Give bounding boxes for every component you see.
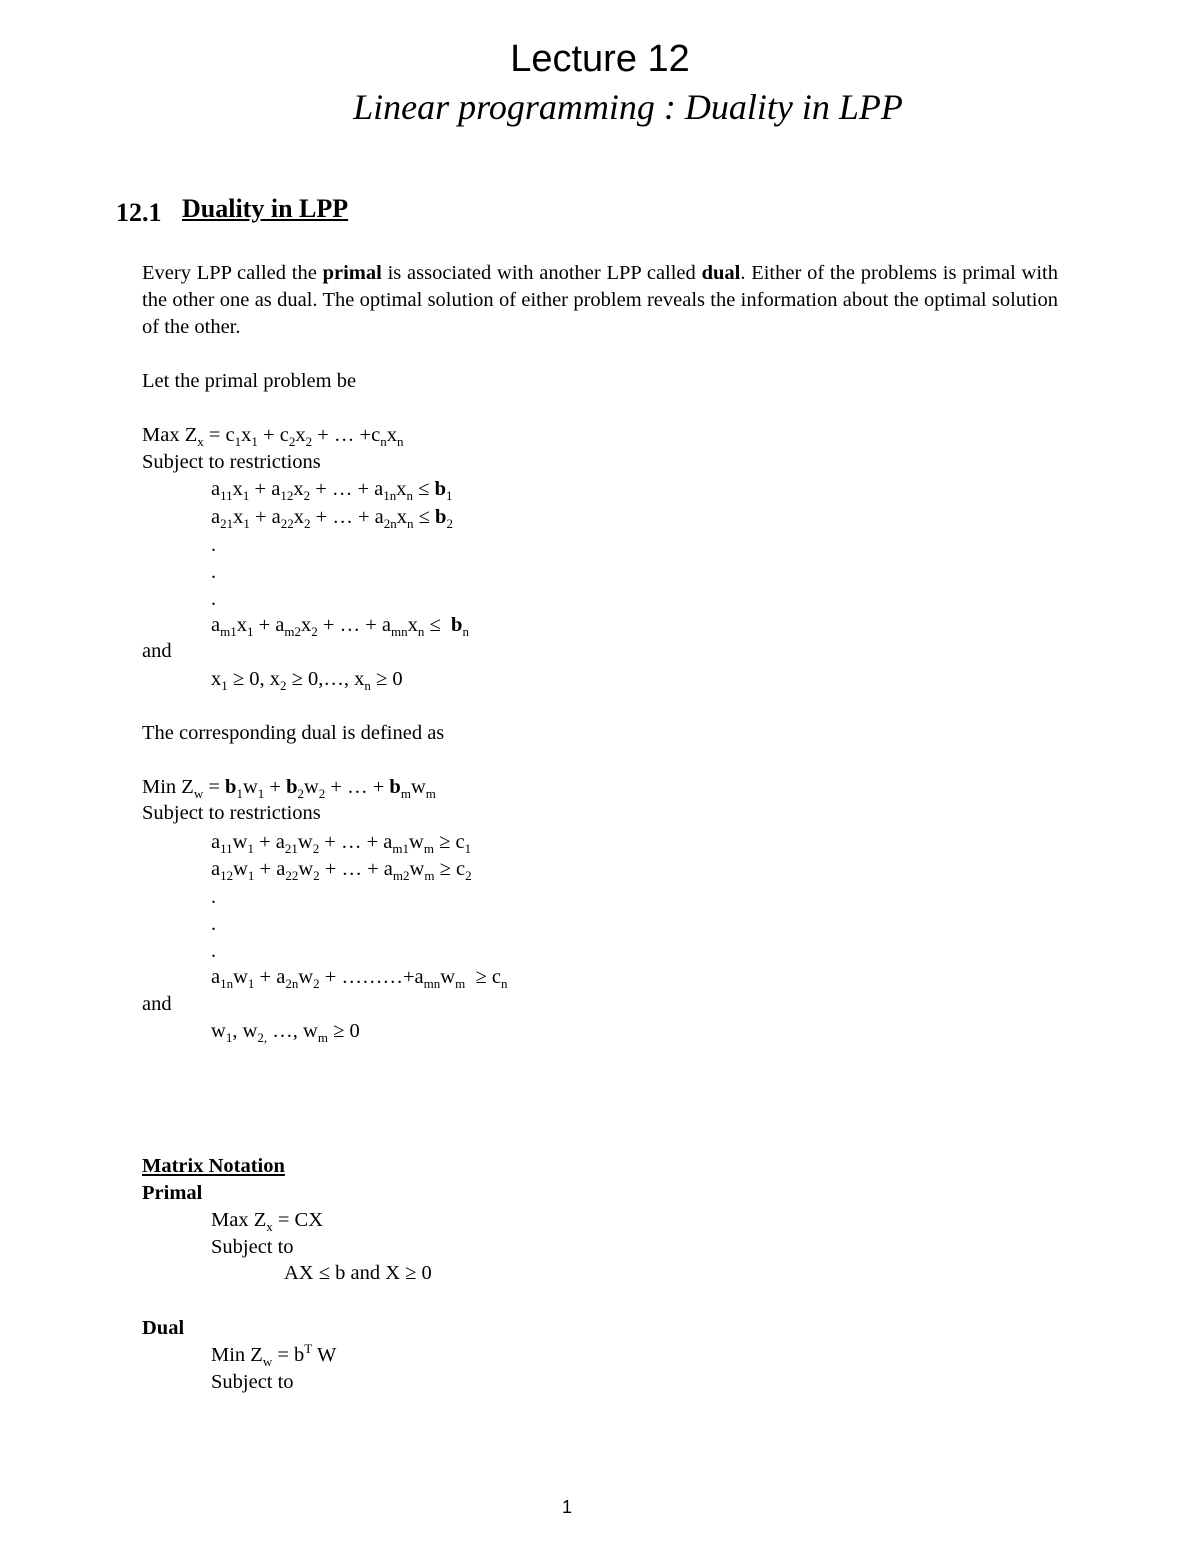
matrix-primal-subject-to: Subject to bbox=[211, 1236, 294, 1258]
ellipsis-dot: . bbox=[211, 588, 216, 610]
matrix-primal-objective: Max $Z_x$ = CX bbox=[211, 1209, 324, 1235]
matrix-dual-subject-to: Subject to bbox=[211, 1371, 294, 1393]
let-primal-text: Let the primal problem be bbox=[142, 370, 357, 392]
primal-constraint-2: $a_{21}x_1 + a_{22}x_2$ + … + $a_{2n}x_n \le b_2$ bbox=[211, 506, 453, 532]
dual-intro-text: The corresponding dual is defined as bbox=[142, 722, 445, 744]
matrix-dual-label: Dual bbox=[142, 1317, 185, 1339]
matrix-notation-heading: Matrix Notation bbox=[142, 1155, 285, 1177]
primal-objective: Max $Z_x = c_1x_1 + c_2x_2$ + … $+c_nx_n$ bbox=[142, 424, 404, 450]
section-number: 12.1 bbox=[116, 198, 162, 227]
primal-constraint-1: $a_{11}x_1 + a_{12}x_2$ + … + $a_{1n}x_n \le b_1$ bbox=[211, 478, 453, 504]
dual-constraint-1: $a_{11}w_1 + a_{21}w_2$ + … + $a_{m1}w_m \ge c_1$ bbox=[211, 831, 472, 857]
dual-constraint-n: $a_{1n}w_1 + a_{2n}w_2$ + $\dots\dots\dots+a_{mn}w_m \ge c_n$ bbox=[211, 966, 508, 992]
page-title: Lecture 12 bbox=[510, 38, 690, 80]
dual-subject-to: Subject to restrictions bbox=[142, 802, 321, 824]
matrix-primal-label: Primal bbox=[142, 1182, 203, 1204]
matrix-primal-constraint: AX ≤ b and X ≥ 0 bbox=[284, 1262, 432, 1284]
dual-objective: Min $Z_w = b_1w_1 + b_2w_2$ + … + $b_mw_m$ bbox=[142, 776, 436, 802]
ellipsis-dot: . bbox=[211, 534, 216, 556]
primal-subject-to: Subject to restrictions bbox=[142, 451, 321, 473]
ellipsis-dot: . bbox=[211, 940, 216, 962]
ellipsis-dot: . bbox=[211, 561, 216, 583]
dual-constraint-2: $a_{12}w_1 + a_{22}w_2$ + … + $a_{m2}w_m \ge c_2$ bbox=[211, 858, 472, 884]
primal-nonnegativity: $x_1 \ge 0$, $x_2$ ≥ 0,…, $x_n \ge 0$ bbox=[211, 668, 403, 694]
page-subtitle: Linear programming : Duality in LPP bbox=[353, 87, 903, 127]
ellipsis-dot: . bbox=[211, 886, 216, 908]
matrix-dual-objective: Min $Z_w = b^T$ W bbox=[211, 1341, 337, 1370]
dual-nonnegativity: $w_1$, $w_{2,}$ …, $w_m \ge 0$ bbox=[211, 1020, 360, 1046]
intro-paragraph: Every LPP called the primal is associated with another LPP called dual. Either of the problems is primal with the other one as dual. The optimal solution of either problem reveals the information about the optimal solution of the other. bbox=[142, 262, 1058, 338]
dual-and: and bbox=[142, 993, 172, 1015]
ellipsis-dot: . bbox=[211, 913, 216, 935]
section-title: Duality in LPP bbox=[182, 194, 349, 223]
primal-constraint-m: $a_{m1}x_1 + a_{m2}x_2$ + … + $a_{mn}x_n \le b_n$ bbox=[211, 614, 469, 640]
page-number: 1 bbox=[561, 1497, 572, 1517]
primal-and: and bbox=[142, 640, 172, 662]
